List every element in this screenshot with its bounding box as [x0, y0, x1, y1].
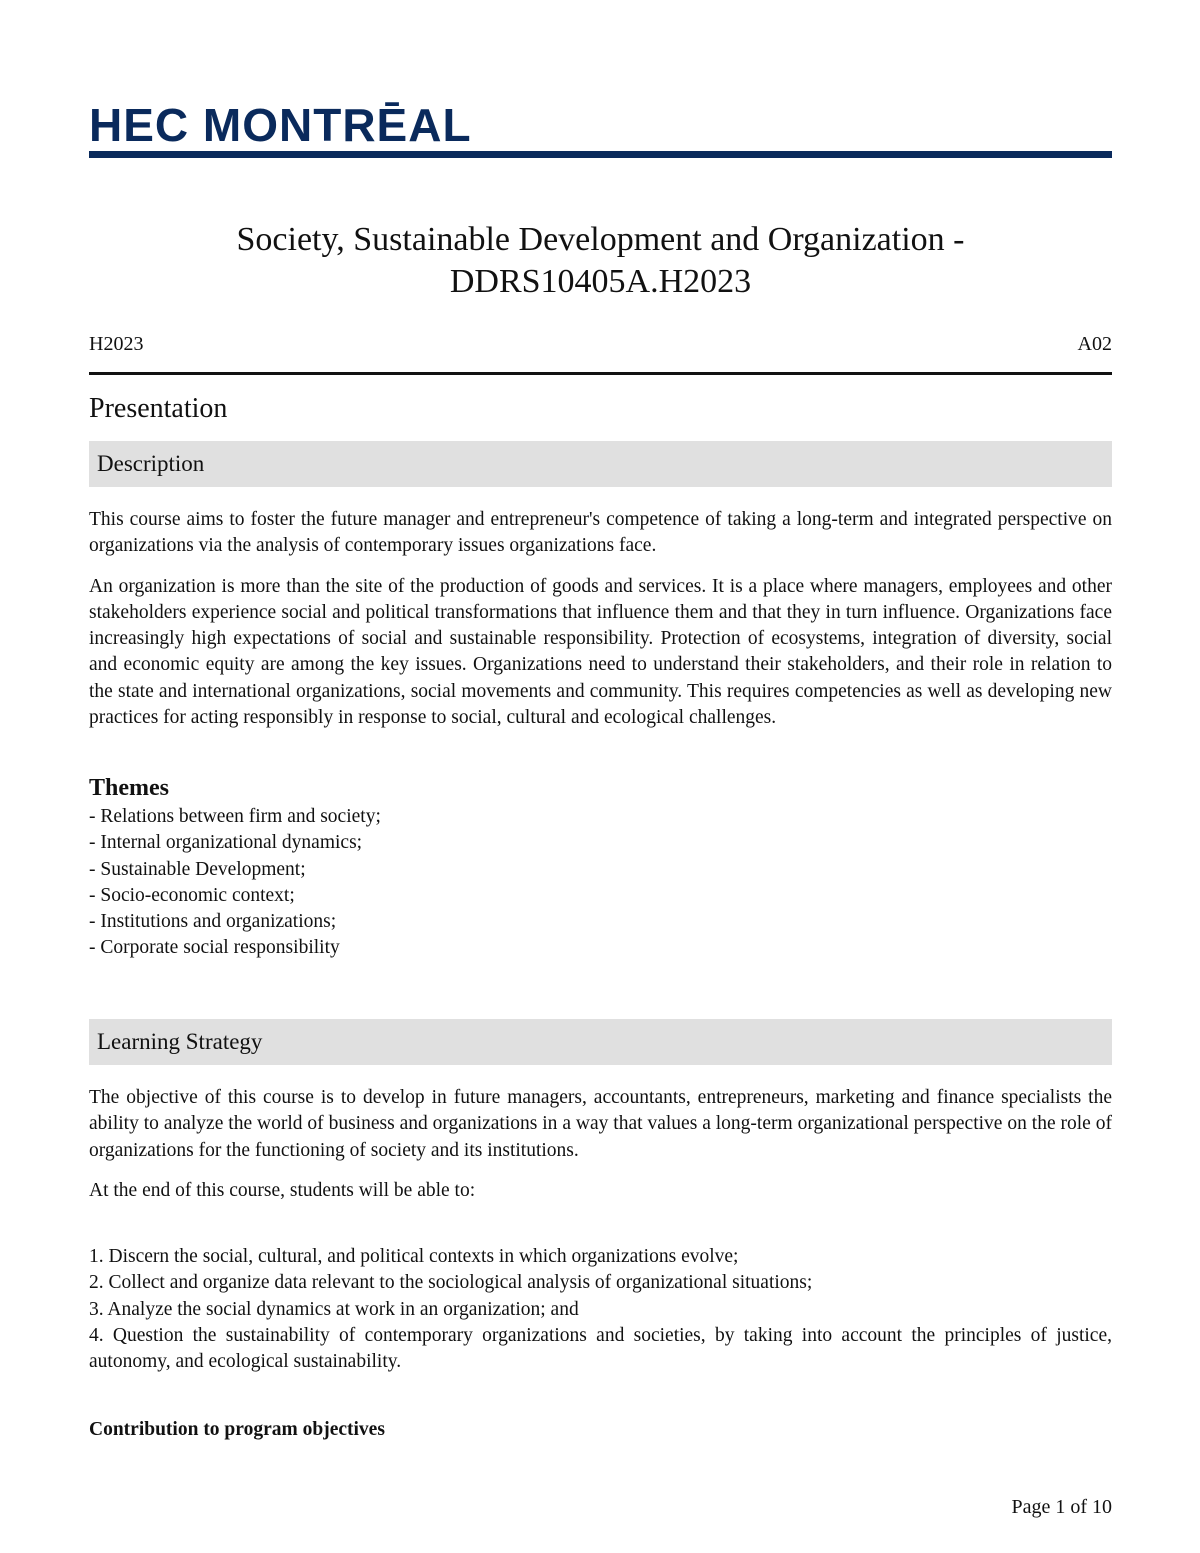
objectives-list [89, 1244, 1112, 1375]
themes-heading: Themes [89, 775, 169, 801]
list-item: 4. Question the sustainability of contemporary organizations and societies, by taking into account the principles of justice, autonomy, and ecological sustainability. [89, 1324, 1112, 1373]
list-item: - Internal organizational dynamics; [89, 832, 363, 854]
header-divider [89, 151, 1112, 158]
title-line-1: Society, Sustainable Development and Organization - [236, 221, 965, 258]
description-band: Description [89, 441, 1112, 487]
page-number: Page 1 of 10 [1011, 1496, 1112, 1518]
description-paragraph: This course aims to foster the future manager and entrepreneur's competence of taking a long-term and integrated perspective on organizations via the analysis of contemporary issues organizations face. [89, 509, 1112, 557]
document-title [89, 219, 1112, 303]
contribution-heading: Contribution to program objectives [89, 1419, 385, 1440]
list-item: 3. Analyze the social dynamics at work in an organization; and [89, 1298, 579, 1320]
list-item: 1. Discern the social, cultural, and political contexts in which organizations evolve; [89, 1246, 739, 1267]
themes-list [89, 804, 1112, 962]
list-item: - Relations between firm and society; [89, 806, 381, 827]
hec-montreal-logo: HEC MONTRĒAL [89, 99, 472, 151]
section-code: A02 [1077, 333, 1112, 355]
term-label: H2023 [89, 333, 144, 355]
description-text [89, 507, 1112, 745]
learning-paragraph: The objective of this course is to develop in future managers, accountants, entrepreneurs, marketing and finance specialists the ability to analyze the world of business and organizations in a way that values a long-term organizational perspective on the role of organizations for the functioning of society and its institutions. [89, 1087, 1112, 1161]
list-item: - Institutions and organizations; [89, 911, 337, 933]
list-item: 2. Collect and organize data relevant to the sociological analysis of organizational situations; [89, 1272, 813, 1294]
list-item: - Socio-economic context; [89, 884, 295, 906]
document-page [89, 0, 1112, 1553]
learning-paragraph: At the end of this course, students will be able to: [89, 1179, 476, 1201]
description-paragraph: An organization is more than the site of the production of goods and services. It is a place where managers, employees and other stakeholders experience social and political transformations that influence them and that they in turn influence. Organizations face increasingly high expectations of social and sustainable responsibility. Protection of ecosystems, integration of diversity, social and economic equity are among the key issues. Organizations need to understand their stakeholders, and their role in relation to the state and international organizations, social movements and community. This requires competencies as well as developing new practices for acting responsibly in response to social, cultural and ecological challenges. [89, 575, 1112, 729]
meta-divider [89, 372, 1112, 375]
presentation-heading: Presentation [89, 393, 228, 424]
learning-strategy-band: Learning Strategy [89, 1019, 1112, 1065]
learning-strategy-text [89, 1085, 1112, 1218]
list-item: - Corporate social responsibility [89, 937, 340, 959]
list-item: - Sustainable Development; [89, 858, 306, 880]
title-line-2: DDRS10405A.H2023 [449, 263, 752, 300]
